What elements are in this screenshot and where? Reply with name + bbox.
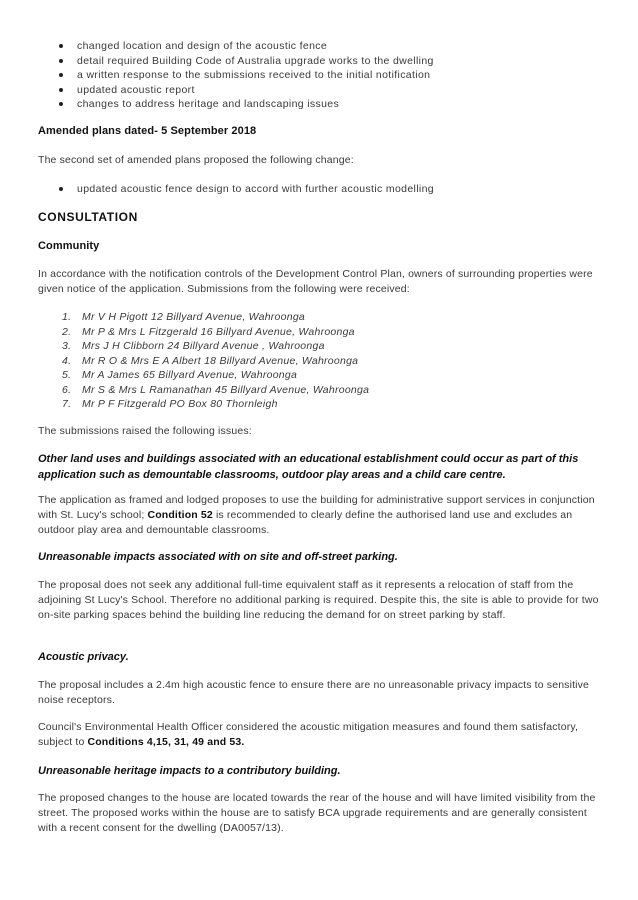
bullet-icon (59, 59, 63, 63)
land-use-response: The application as framed and lodged proposes to use the building for administrative support services in conjunction with St. Lucy's school; Condition 52 is recommended to clearly define the authorised land use and excludes an outdoor play area and demountable classrooms. (38, 494, 595, 537)
list-item: 3. Mrs J H Clibborn 24 Billyard Avenue , Wahroonga (62, 340, 325, 352)
first-amendments-list (0, 39, 638, 112)
list-item: updated acoustic report (0, 83, 638, 98)
land-use-issue-heading: Other land uses and buildings associated with an educational establishment could occur as part of this application such as demountable classrooms, outdoor play areas and a child care centre. (38, 453, 579, 481)
heritage-response: The proposed changes to the house are located towards the rear of the house and will have limited visibility from the street. The proposed works within the house are to satisfy BCA upgrade requirements and are generally consistent with a recent consent for the dwelling (DA0057/13). (38, 792, 596, 835)
heritage-issue-heading: Unreasonable heritage impacts to a contributory building. (38, 765, 341, 777)
submitters-list (0, 310, 638, 412)
community-heading: Community (38, 240, 100, 252)
issues-intro: The submissions raised the following issues: (38, 425, 252, 437)
list-item: 5. Mr A James 65 Billyard Avenue, Wahroonga (62, 369, 298, 381)
bullet-icon (59, 187, 63, 191)
conditions-reference: Conditions 4,15, 31, 49 and 53. (87, 736, 245, 749)
list-item: a written response to the submissions received to the initial notification (0, 68, 638, 83)
list-item: detail required Building Code of Australia upgrade works to the dwelling (0, 54, 638, 69)
parking-response: The proposal does not seek any additional full-time equivalent staff as it represents a relocation of staff from the adjoining St Lucy's School. Therefore no additional parking is required. Despite this, the site is able to provide for two on-site parking spaces behind the building line reducing the demand for on street parking by staff. (38, 579, 599, 622)
list-item: 1. Mr V H Pigott 12 Billyard Avenue, Wahroonga (62, 311, 306, 323)
list-item: changes to address heritage and landscaping issues (0, 97, 638, 112)
list-item: 7. Mr P F Fitzgerald PO Box 80 Thornleigh (62, 398, 278, 410)
condition-reference: Condition 52 (147, 509, 213, 522)
bullet-icon (59, 102, 63, 106)
second-amendments-intro: The second set of amended plans proposed the following change: (38, 154, 354, 166)
list-item: 2. Mr P & Mrs L Fitzgerald 16 Billyard Avenue, Wahroonga (62, 325, 355, 338)
acoustic-issue-heading: Acoustic privacy. (38, 651, 129, 663)
bullet-icon (59, 44, 63, 48)
list-item: updated acoustic fence design to accord with further acoustic modelling (0, 182, 638, 197)
second-amendments-heading: Amended plans dated- 5 September 2018 (38, 125, 257, 137)
list-item: 6. Mr S & Mrs L Ramanathan 45 Billyard Avenue, Wahroonga (62, 383, 370, 396)
acoustic-response: The proposal includes a 2.4m high acoustic fence to ensure there are no unreasonable privacy impacts to sensitive noise receptors. (38, 679, 590, 707)
community-intro: In accordance with the notification controls of the Development Control Plan, owners of surrounding properties were given notice of the application. Submissions from the following were received: (38, 268, 593, 296)
second-amendments-list (0, 182, 638, 197)
list-item: changed location and design of the acoustic fence (0, 39, 638, 54)
bullet-icon (59, 88, 63, 92)
parking-issue-heading: Unreasonable impacts associated with on site and off-street parking. (38, 551, 398, 563)
consultation-heading: CONSULTATION (38, 210, 138, 224)
bullet-icon (59, 73, 63, 77)
list-item: 4. Mr R O & Mrs E A Albert 18 Billyard Avenue, Wahroonga (62, 354, 359, 367)
acoustic-ehO-response: Council's Environmental Health Officer considered the acoustic mitigation measures and found them satisfactory, subject to Conditions 4,15, 31, 49 and 53. (38, 721, 579, 749)
